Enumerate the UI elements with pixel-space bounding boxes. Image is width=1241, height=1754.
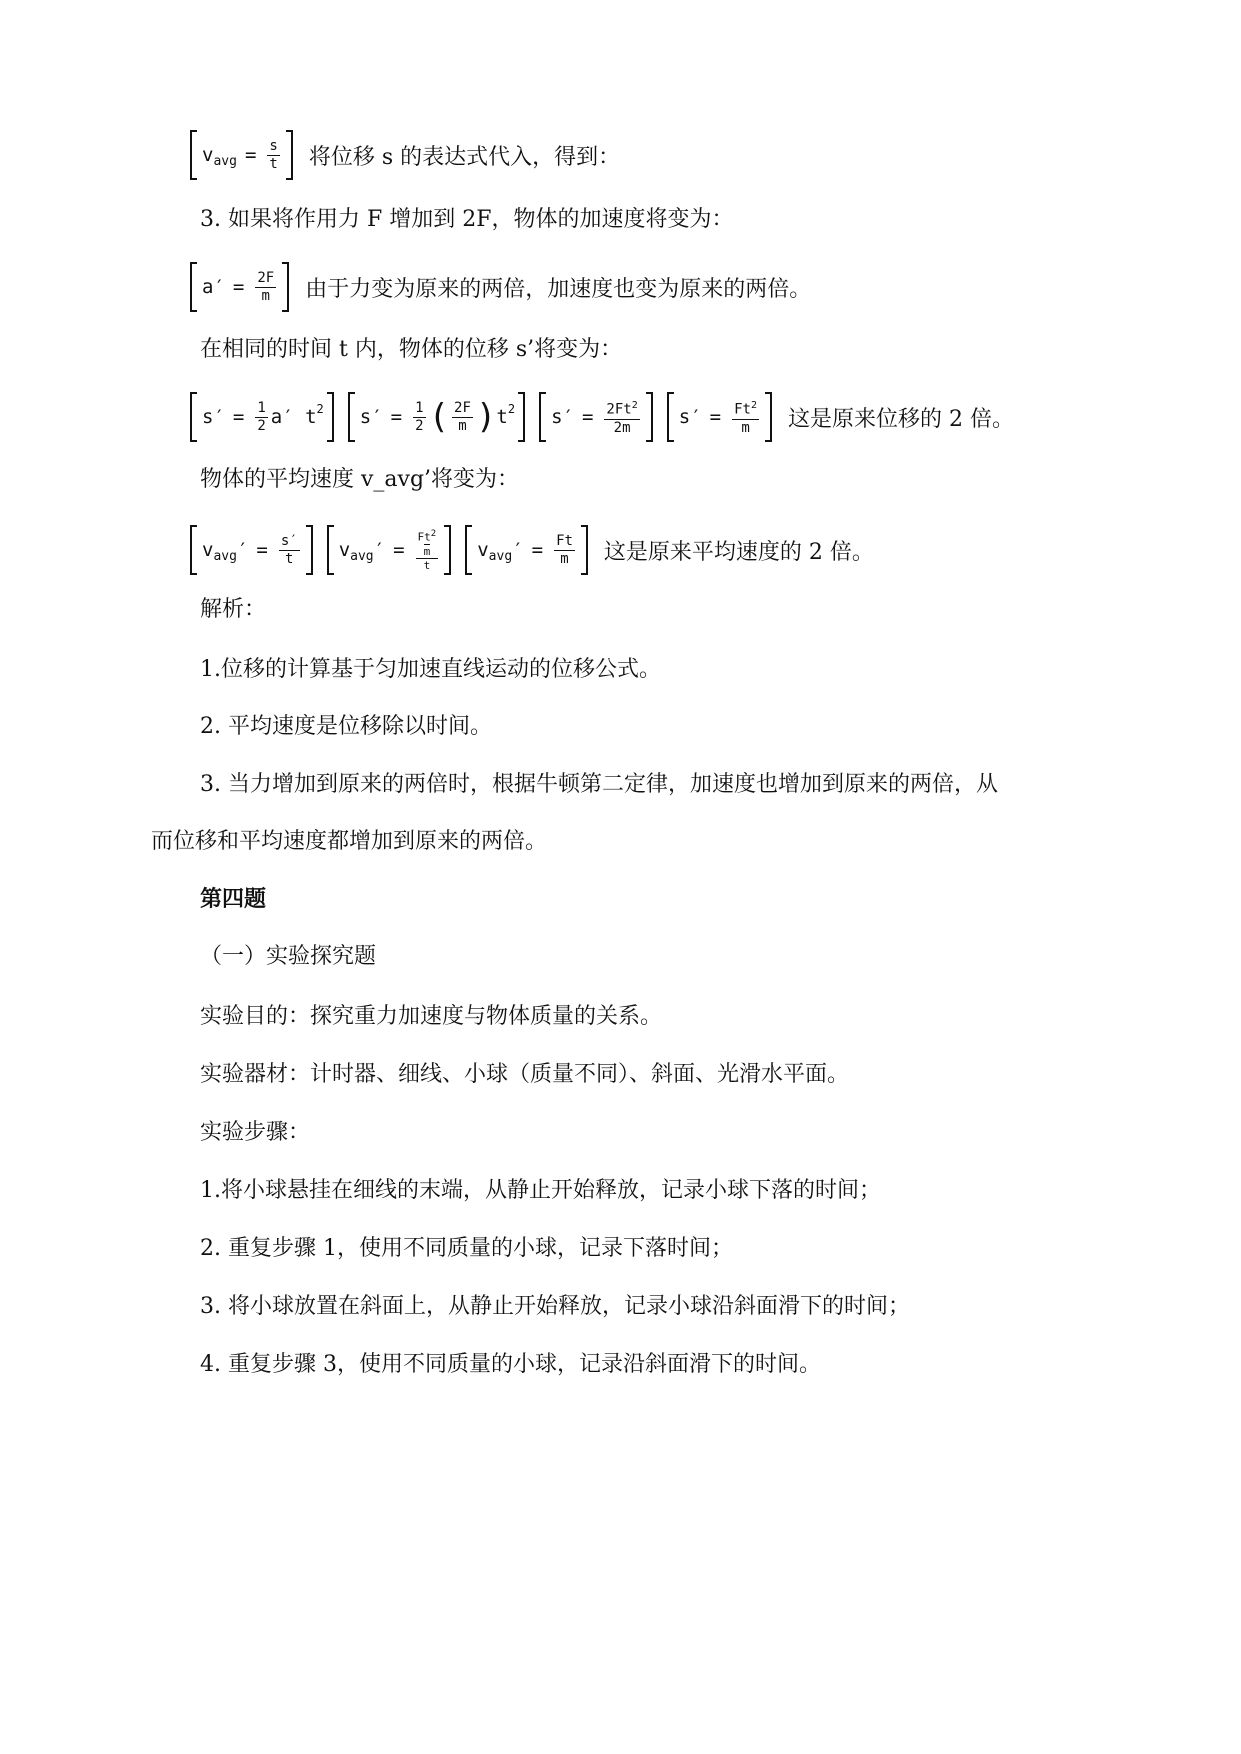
text-substitute: 将位移 s 的表达式代入，得到： xyxy=(308,144,621,170)
experiment-steps-heading: 实验步骤： xyxy=(200,1120,311,1145)
equals-sign: = xyxy=(709,406,722,428)
paragraph-force-doubled: 3. 如果将作用力 F 增加到 2F，物体的加速度将变为： xyxy=(200,207,734,232)
analysis-item-3-continued: 而位移和平均速度都增加到原来的两倍。 xyxy=(151,829,548,854)
symbol-s-prime: s′ xyxy=(359,406,383,428)
equals-sign: = xyxy=(531,539,544,561)
formula-acceleration xyxy=(190,262,289,312)
formula-row-acceleration xyxy=(190,262,811,312)
equals-sign: = xyxy=(232,276,245,298)
symbol-s-prime: s′ xyxy=(678,406,702,428)
heading-analysis: 解析： xyxy=(200,597,267,622)
symbol-v: v xyxy=(202,539,214,561)
formula-row-avg-velocity xyxy=(190,130,620,180)
experiment-step-2: 2. 重复步骤 1，使用不同质量的小球，记录下落时间； xyxy=(200,1236,733,1261)
symbol-a-prime-t: a′ t xyxy=(270,406,317,428)
fraction-2f-over-m: $\frac{2F}{m}$ xyxy=(257,269,275,304)
text-avg-velocity-doubled: 这是原来平均速度的 2 倍。 xyxy=(603,539,874,565)
symbol-v: v xyxy=(202,144,214,166)
fraction-ft-over-m: $\frac{Ft}{m}$ xyxy=(556,532,573,567)
symbol-s-prime: s′ xyxy=(202,406,225,428)
formula-row-avg-velocity-new xyxy=(190,525,874,575)
equals-sign: = xyxy=(232,406,245,428)
fraction-ft2-over-m: $\frac{Ft^2}{m}$ xyxy=(732,397,759,437)
experiment-step-1: 1.将小球悬挂在细线的末端，从静止开始释放，记录小球下落的时间； xyxy=(200,1178,881,1203)
fraction-2f-over-m: $\frac{2F}{m}$ xyxy=(454,399,471,434)
equals-sign: = xyxy=(390,406,403,428)
equals-sign: = xyxy=(244,144,257,166)
experiment-equipment: 实验器材：计时器、细线、小球（质量不同）、斜面、光滑水平面。 xyxy=(200,1062,850,1087)
fraction-s-over-t: $\frac{s}{t}$ xyxy=(269,137,278,172)
symbol-s-prime: s′ xyxy=(551,406,574,428)
subscript-avg: avg xyxy=(213,153,237,169)
symbol-v: v xyxy=(338,539,351,561)
paragraph-displacement-change: 在相同的时间 t 内，物体的位移 s’将变为： xyxy=(200,337,623,362)
formula-avg-velocity-3 xyxy=(465,525,588,575)
fraction-compound: Ft$^2$ m t xyxy=(417,529,437,572)
fraction-half: $\frac{1}{2}$ xyxy=(257,399,266,434)
formula-row-displacement xyxy=(190,392,1014,442)
symbol-v: v xyxy=(477,539,489,561)
text-acceleration-doubled: 由于力变为原来的两倍，加速度也变为原来的两倍。 xyxy=(305,276,812,302)
experiment-step-4: 4. 重复步骤 3，使用不同质量的小球，记录沿斜面滑下的时间。 xyxy=(200,1352,821,1377)
fraction-s-prime-over-t: $\frac{s'}{t}$ xyxy=(280,532,298,567)
experiment-step-3: 3. 将小球放置在斜面上，从静止开始释放，记录小球沿斜面滑下的时间； xyxy=(200,1294,910,1319)
subscript-avg: avg xyxy=(213,548,237,564)
superscript-2: 2 xyxy=(316,402,324,416)
right-paren: ) xyxy=(475,397,497,437)
text-displacement-doubled: 这是原来位移的 2 倍。 xyxy=(787,406,1014,432)
analysis-item-3: 3. 当力增加到原来的两倍时，根据牛顿第二定律，加速度也增加到原来的两倍，从 xyxy=(200,772,998,797)
analysis-item-2: 2. 平均速度是位移除以时间。 xyxy=(200,714,492,739)
superscript-2: 2 xyxy=(507,402,516,416)
equals-sign: = xyxy=(393,539,405,561)
prime-mark: ′ xyxy=(373,539,386,561)
left-paren: ( xyxy=(428,397,450,437)
section-heading-question-4: 第四题 xyxy=(200,887,267,912)
prime-mark: ′ xyxy=(512,539,524,561)
formula-avg-velocity xyxy=(190,130,293,180)
subscript-avg: avg xyxy=(488,548,513,564)
symbol-t: t xyxy=(496,406,508,428)
formula-avg-velocity-2 xyxy=(327,525,452,575)
analysis-item-1: 1.位移的计算基于匀加速直线运动的位移公式。 xyxy=(200,657,661,682)
equals-sign: = xyxy=(581,406,594,428)
experiment-purpose: 实验目的：探究重力加速度与物体质量的关系。 xyxy=(200,1004,663,1029)
formula-avg-velocity-1 xyxy=(190,525,313,575)
subscript-avg: avg xyxy=(350,548,374,564)
symbol-a-prime: a′ xyxy=(202,276,225,298)
paragraph-avg-velocity-change: 物体的平均速度 v_avg’将变为： xyxy=(200,467,520,492)
formula-displacement-3 xyxy=(539,392,653,442)
formula-displacement-2 xyxy=(348,392,525,442)
subsection-heading-experiment: （一）实验探究题 xyxy=(200,944,377,969)
formula-displacement-4 xyxy=(667,392,772,442)
formula-displacement-1 xyxy=(190,392,334,442)
fraction-2ft2-over-2m: $\frac{2Ft^2}{2m}$ xyxy=(604,397,639,437)
prime-mark: ′ xyxy=(236,539,249,561)
fraction-half: $\frac{1}{2}$ xyxy=(415,399,424,434)
equals-sign: = xyxy=(256,539,268,561)
